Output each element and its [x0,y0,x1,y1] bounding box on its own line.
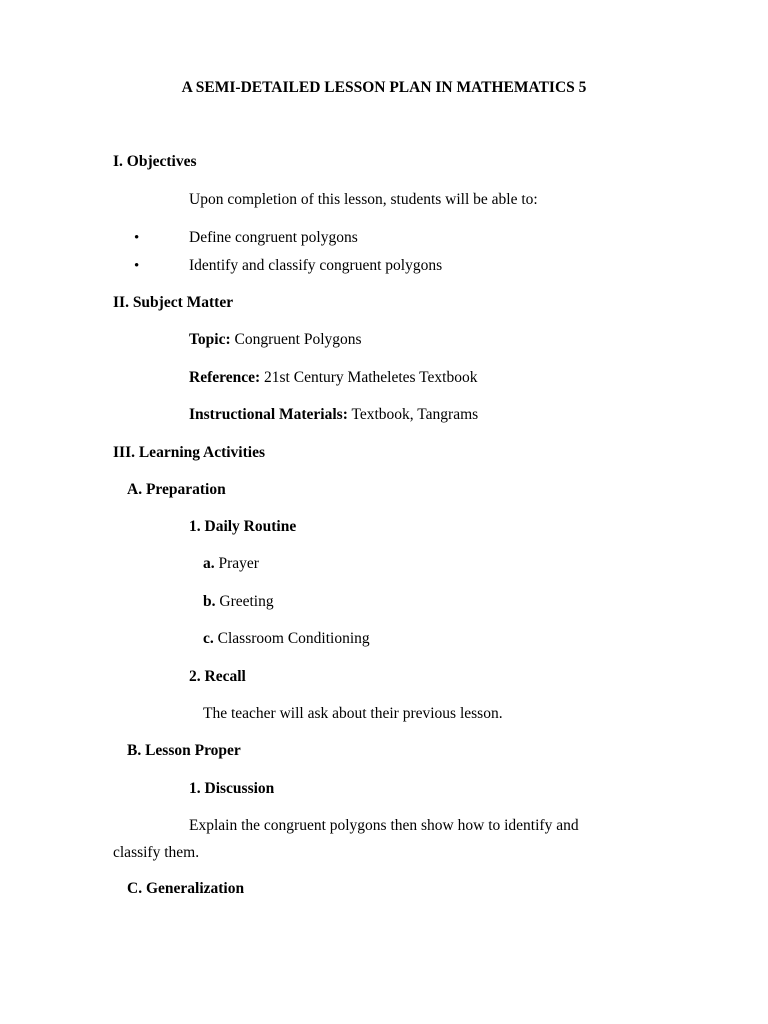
reference-label: Reference: [189,369,261,386]
document-title: A SEMI-DETAILED LESSON PLAN IN MATHEMATICS 5 [181,79,587,96]
subject-matter-heading: II. Subject Matter [113,294,234,311]
discussion-text-line2: classify them. [113,844,200,861]
discussion-text-line1: Explain the congruent polygons then show how to identify and [189,817,579,834]
reference-line [189,368,477,388]
bullet-icon: • [134,230,140,246]
objectives-heading: I. Objectives [113,153,197,170]
recall-heading: 2. Recall [189,668,246,685]
recall-text: The teacher will ask about their previous lesson. [203,705,503,722]
generalization-heading: C. Generalization [127,880,245,897]
discussion-heading: 1. Discussion [189,780,275,797]
materials-value: Textbook, Tangrams [351,406,479,423]
topic-value: Congruent Polygons [234,331,362,348]
lesson-proper-heading: B. Lesson Proper [127,742,241,759]
learning-activities-heading: III. Learning Activities [113,444,265,461]
materials-label: Instructional Materials: [189,406,348,423]
objective-item: Identify and classify congruent polygons [189,257,443,274]
routine-item [203,592,274,612]
routine-item-letter: c. [203,630,214,647]
daily-routine-heading: 1. Daily Routine [189,518,297,535]
routine-item [203,554,259,574]
bullet-icon: • [134,258,140,274]
routine-item-letter: b. [203,593,216,610]
materials-line [189,405,478,425]
topic-line [189,330,362,350]
objectives-intro: Upon completion of this lesson, students will be able to: [189,191,538,208]
routine-item [203,629,370,649]
objective-item: Define congruent polygons [189,229,358,246]
reference-value: 21st Century Matheletes Textbook [264,369,478,386]
routine-item-letter: a. [203,555,215,572]
preparation-heading: A. Preparation [127,481,226,498]
routine-item-text: Greeting [219,593,274,610]
topic-label: Topic: [189,331,231,348]
routine-item-text: Classroom Conditioning [217,630,370,647]
routine-item-text: Prayer [218,555,259,572]
